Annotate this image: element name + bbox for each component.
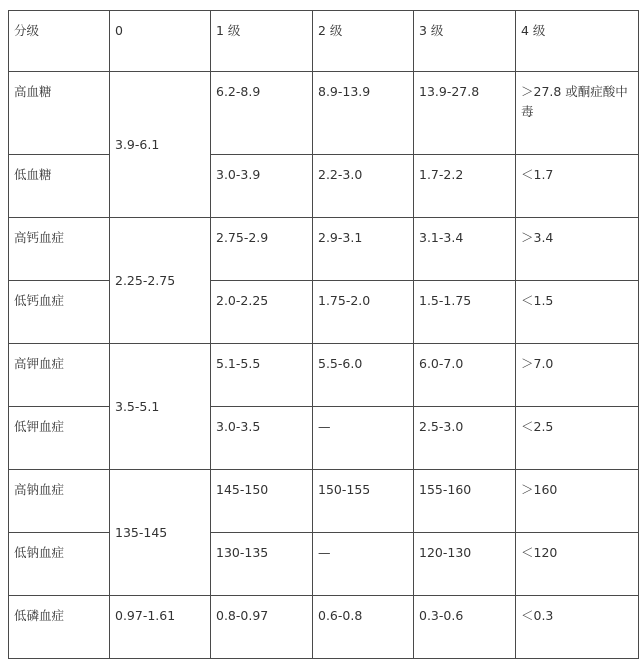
table-header-row [9,11,639,72]
row-label-hypercalcemia: 高钙血症 [9,218,110,281]
grade4-cell: ＜2.5 [516,407,639,470]
grade4-cell: ＜1.7 [516,155,639,218]
grade3-cell: 6.0-7.0 [414,344,516,407]
grade4-cell: ＞160 [516,470,639,533]
table-row [9,281,639,344]
grade2-cell: 1.75-2.0 [313,281,414,344]
grade2-cell: 5.5-6.0 [313,344,414,407]
grade2-cell: 150-155 [313,470,414,533]
header-cell-0: 0 [110,11,211,72]
grade1-cell: 2.0-2.25 [211,281,313,344]
table-row [9,344,639,407]
row-label-hyperglycemia: 高血糖 [9,72,110,155]
table-row [9,533,639,596]
row-label-hyperkalemia: 高钾血症 [9,344,110,407]
grade2-cell: 2.2-3.0 [313,155,414,218]
grade0-cell-glucose: 3.9-6.1 [110,72,211,218]
grade0-cell-sodium: 135-145 [110,470,211,596]
grade4-cell: ＜0.3 [516,596,639,659]
grade4-cell: ＜120 [516,533,639,596]
grade1-cell: 3.0-3.5 [211,407,313,470]
grade3-cell: 13.9-27.8 [414,72,516,155]
grade1-cell: 6.2-8.9 [211,72,313,155]
table-row [9,155,639,218]
table-row [9,72,639,155]
grade3-cell: 3.1-3.4 [414,218,516,281]
grade2-cell: — [313,533,414,596]
grade2-cell: 2.9-3.1 [313,218,414,281]
grade1-cell: 3.0-3.9 [211,155,313,218]
row-label-hyponatremia: 低钠血症 [9,533,110,596]
grade0-cell-potassium: 3.5-5.1 [110,344,211,470]
header-cell-grade: 分级 [9,11,110,72]
grade3-cell: 1.5-1.75 [414,281,516,344]
table-row [9,218,639,281]
grade4-cell: ＜1.5 [516,281,639,344]
header-cell-3: 3 级 [414,11,516,72]
grade3-cell: 2.5-3.0 [414,407,516,470]
grade1-cell: 0.8-0.97 [211,596,313,659]
grade1-cell: 5.1-5.5 [211,344,313,407]
grade4-cell: ＞7.0 [516,344,639,407]
grade0-cell-phosphate: 0.97-1.61 [110,596,211,659]
grade3-cell: 1.7-2.2 [414,155,516,218]
row-label-hypoglycemia: 低血糖 [9,155,110,218]
grading-table [8,10,639,659]
grade0-cell-calcium: 2.25-2.75 [110,218,211,344]
grade2-cell: — [313,407,414,470]
header-cell-1: 1 级 [211,11,313,72]
grade3-cell: 0.3-0.6 [414,596,516,659]
header-cell-2: 2 级 [313,11,414,72]
grade4-cell: ＞27.8 或酮症酸中毒 [516,72,639,155]
row-label-hypokalemia: 低钾血症 [9,407,110,470]
row-label-hypernatremia: 高钠血症 [9,470,110,533]
grade1-cell: 145-150 [211,470,313,533]
grade1-cell: 2.75-2.9 [211,218,313,281]
grade1-cell: 130-135 [211,533,313,596]
grading-table-container [8,10,639,659]
row-label-hypocalcemia: 低钙血症 [9,281,110,344]
row-label-hypophosphatemia: 低磷血症 [9,596,110,659]
table-row [9,596,639,659]
table-row [9,470,639,533]
grade2-cell: 0.6-0.8 [313,596,414,659]
grade2-cell: 8.9-13.9 [313,72,414,155]
table-row [9,407,639,470]
header-cell-4: 4 级 [516,11,639,72]
grade3-cell: 155-160 [414,470,516,533]
grade3-cell: 120-130 [414,533,516,596]
grade4-cell: ＞3.4 [516,218,639,281]
